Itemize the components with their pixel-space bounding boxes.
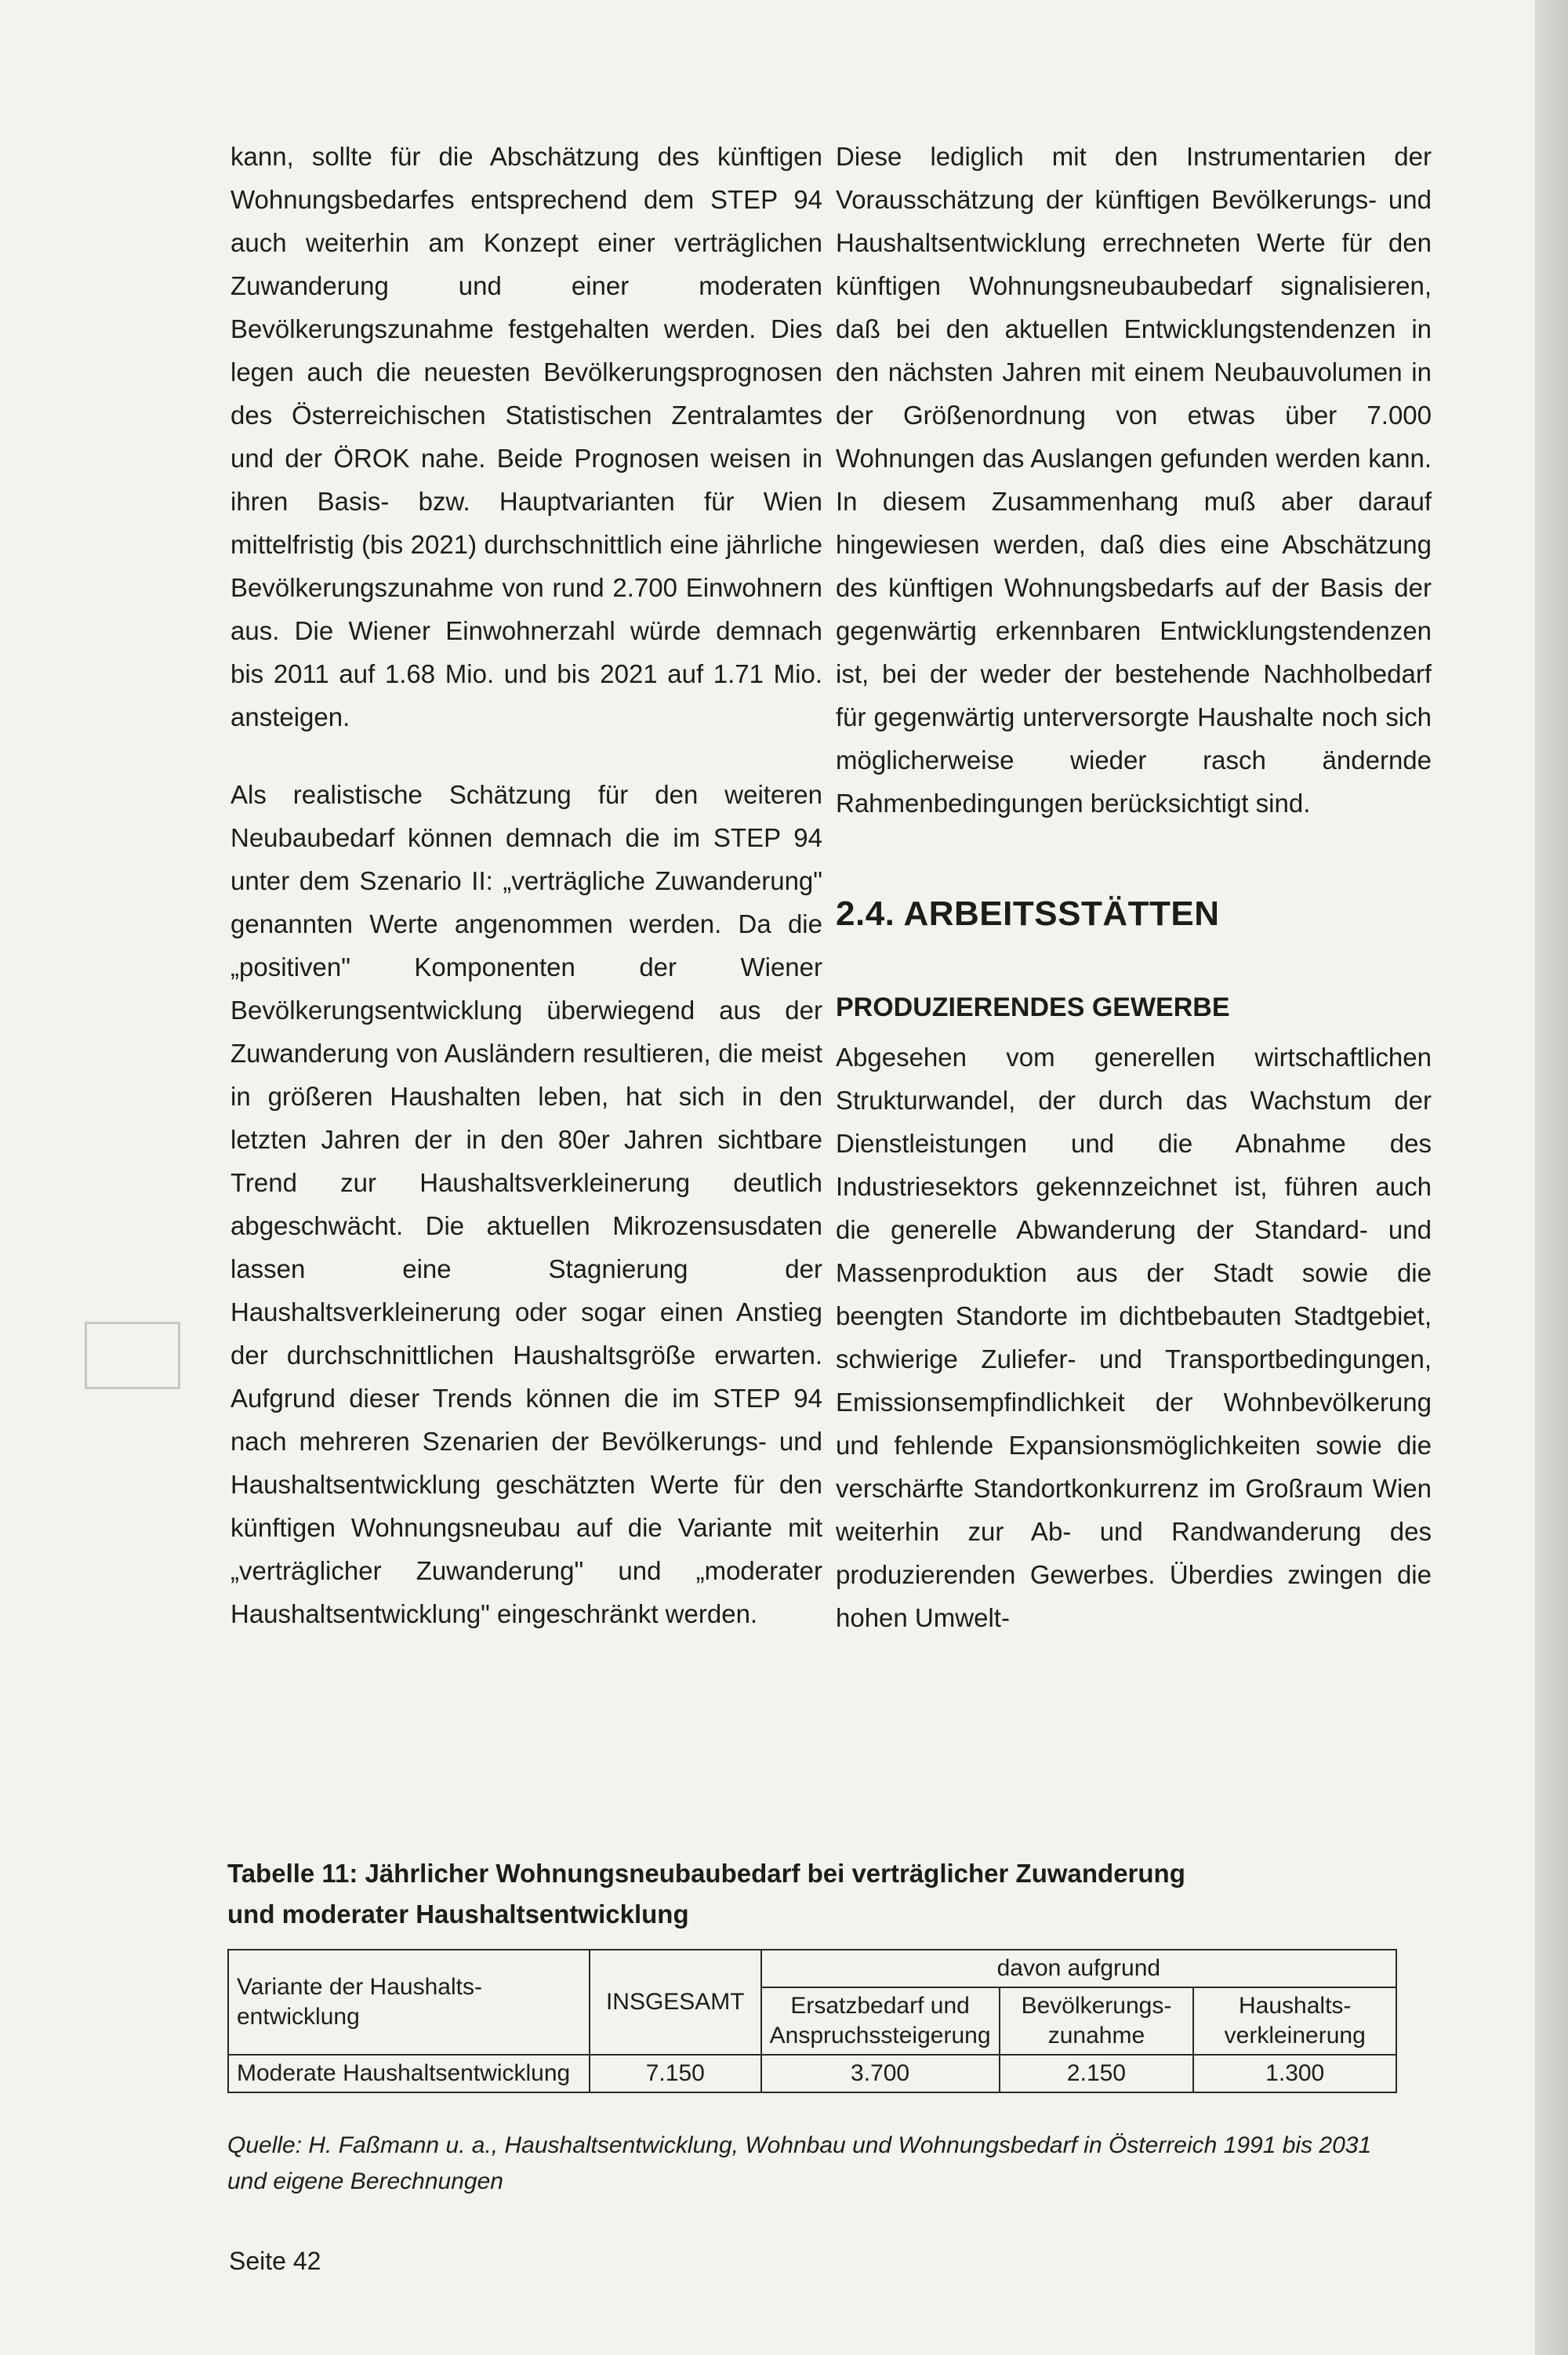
cell-population: 2.150 (1000, 2055, 1194, 2092)
table-caption-line-2: und moderater Haushaltsentwicklung (227, 1900, 689, 1929)
header-group: davon aufgrund (761, 1950, 1396, 1987)
right-column (836, 135, 1432, 1639)
header-household: Haushalts-verkleinerung (1193, 1987, 1396, 2055)
cell-household: 1.300 (1193, 2055, 1396, 2092)
header-population: Bevölkerungs-zunahme (1000, 1987, 1194, 2055)
page-edge (1535, 0, 1568, 2355)
table-source: Quelle: H. Faßmann u. a., Haushaltsentwicklung, Wohnbau und Wohnungsbedarf in Österreich 1991 bis 2031 und eigene Berechnungen (227, 2132, 1372, 2194)
right-paragraph-2: Abgesehen vom generellen wirtschaftlichen Strukturwandel, der durch das Wachstum der Dienstleistungen und die Abnahme des Industriesektors gekennzeichnet ist, führen auch die generelle Abwanderung der Standard- und Massenproduktion aus der Stadt sowie die beengten Standorte im dichtbebauten Stadtgebiet, schwierige Zuliefer- und Transportbedingungen, Emissionsempfindlichkeit der Wohnbevölkerung und fehlende Expansionsmöglichkeiten sowie die verschärfte Standortkonkurrenz im Großraum Wien weiterhin zur Ab- und Randwanderung des produzierenden Gewerbes. Überdies zwingen die hohen Umwelt- (836, 1043, 1432, 1632)
header-replacement: Ersatzbedarf und Anspruchssteigerung (761, 1987, 1000, 2055)
page-number: Seite 42 (229, 2247, 321, 2275)
cell-variant: Moderate Haushaltsentwicklung (228, 2055, 590, 2092)
header-total: INSGESAMT (590, 1950, 761, 2055)
sub-heading: PRODUZIERENDES GEWERBE (836, 992, 1230, 1022)
table-header-row-1 (228, 1950, 1396, 1987)
left-paragraph-2: Als realistische Schätzung für den weiteren Neubaubedarf können demnach die im STEP 94 unter dem Szenario II: „verträgliche Zuwanderung" genannten Werte angenommen werden. Da die „positiven" Komponenten der Wiener Bevölkerungsentwicklung überwiegend aus der Zuwanderung von Ausländern resultieren, die meist in größeren Haushalten leben, hat sich in den letzten Jahren der in den 80er Jahren sichtbare Trend zur Haushaltsverkleinerung deutlich abgeschwächt. Die aktuellen Mikrozensusdaten lassen eine Stagnierung der Haushaltsverkleinerung oder sogar einen Anstieg der durchschnittlichen Haushaltsgröße erwarten. Aufgrund dieser Trends können die im STEP 94 nach mehreren Szenarien der Bevölkerungs- und Haushaltsentwicklung geschätzten Werte für den künftigen Wohnungsneubau auf die Variante mit „verträglicher Zuwanderung" und „moderater Haushaltsentwicklung" eingeschränkt werden. (230, 780, 822, 1628)
header-variant: Variante der Haushalts-entwicklung (228, 1950, 590, 2055)
data-table (227, 1949, 1397, 2093)
right-paragraph-1: Diese lediglich mit den Instrumentarien der Vorausschätzung der künftigen Bevölkerungs- und Haushaltsentwicklung errechneten Werte für den künftigen Wohnungsneubaubedarf signalisieren, daß bei den aktuellen Entwicklungstendenzen in den nächsten Jahren mit einem Neubauvolumen in der Größenordnung von etwas über 7.000 Wohnungen das Auslangen gefunden werden kann. In diesem Zusammenhang muß aber darauf hingewiesen werden, daß dies eine Abschätzung des künftigen Wohnungsbedarfs auf der Basis der gegenwärtig erkennbaren Entwicklungstendenzen ist, bei der weder der bestehende Nachholbedarf für gegenwärtig unterversorgte Haushalte noch sich möglicherweise wieder rasch ändernde Rahmenbedingungen berücksichtigt sind. (836, 142, 1432, 818)
table-caption (227, 1853, 1403, 1935)
cell-replacement: 3.700 (761, 2055, 1000, 2092)
left-paragraph-1: kann, sollte für die Abschätzung des künftigen Wohnungsbedarfes entsprechend dem STEP 94 auch weiterhin am Konzept einer verträglichen Zuwanderung und einer moderaten Bevölkerungszunahme festgehalten werden. Dies legen auch die neuesten Bevölkerungsprognosen des Österreichischen Statistischen Zentralamtes und der ÖROK nahe. Beide Prognosen weisen in ihren Basis- bzw. Hauptvarianten für Wien mittelfristig (bis 2021) durchschnittlich eine jährliche Bevölkerungszunahme von rund 2.700 Einwohnern aus. Die Wiener Einwohnerzahl würde demnach bis 2011 auf 1.68 Mio. und bis 2021 auf 1.71 Mio. ansteigen. (230, 142, 822, 731)
section-heading: 2.4. ARBEITSSTÄTTEN (836, 894, 1220, 933)
left-column (230, 135, 822, 1635)
cell-total: 7.150 (590, 2055, 761, 2092)
table-row (228, 2055, 1396, 2092)
margin-decoration (85, 1322, 180, 1389)
table-caption-line-1: Tabelle 11: Jährlicher Wohnungsneubaubedarf bei verträglicher Zuwanderung (227, 1859, 1185, 1888)
